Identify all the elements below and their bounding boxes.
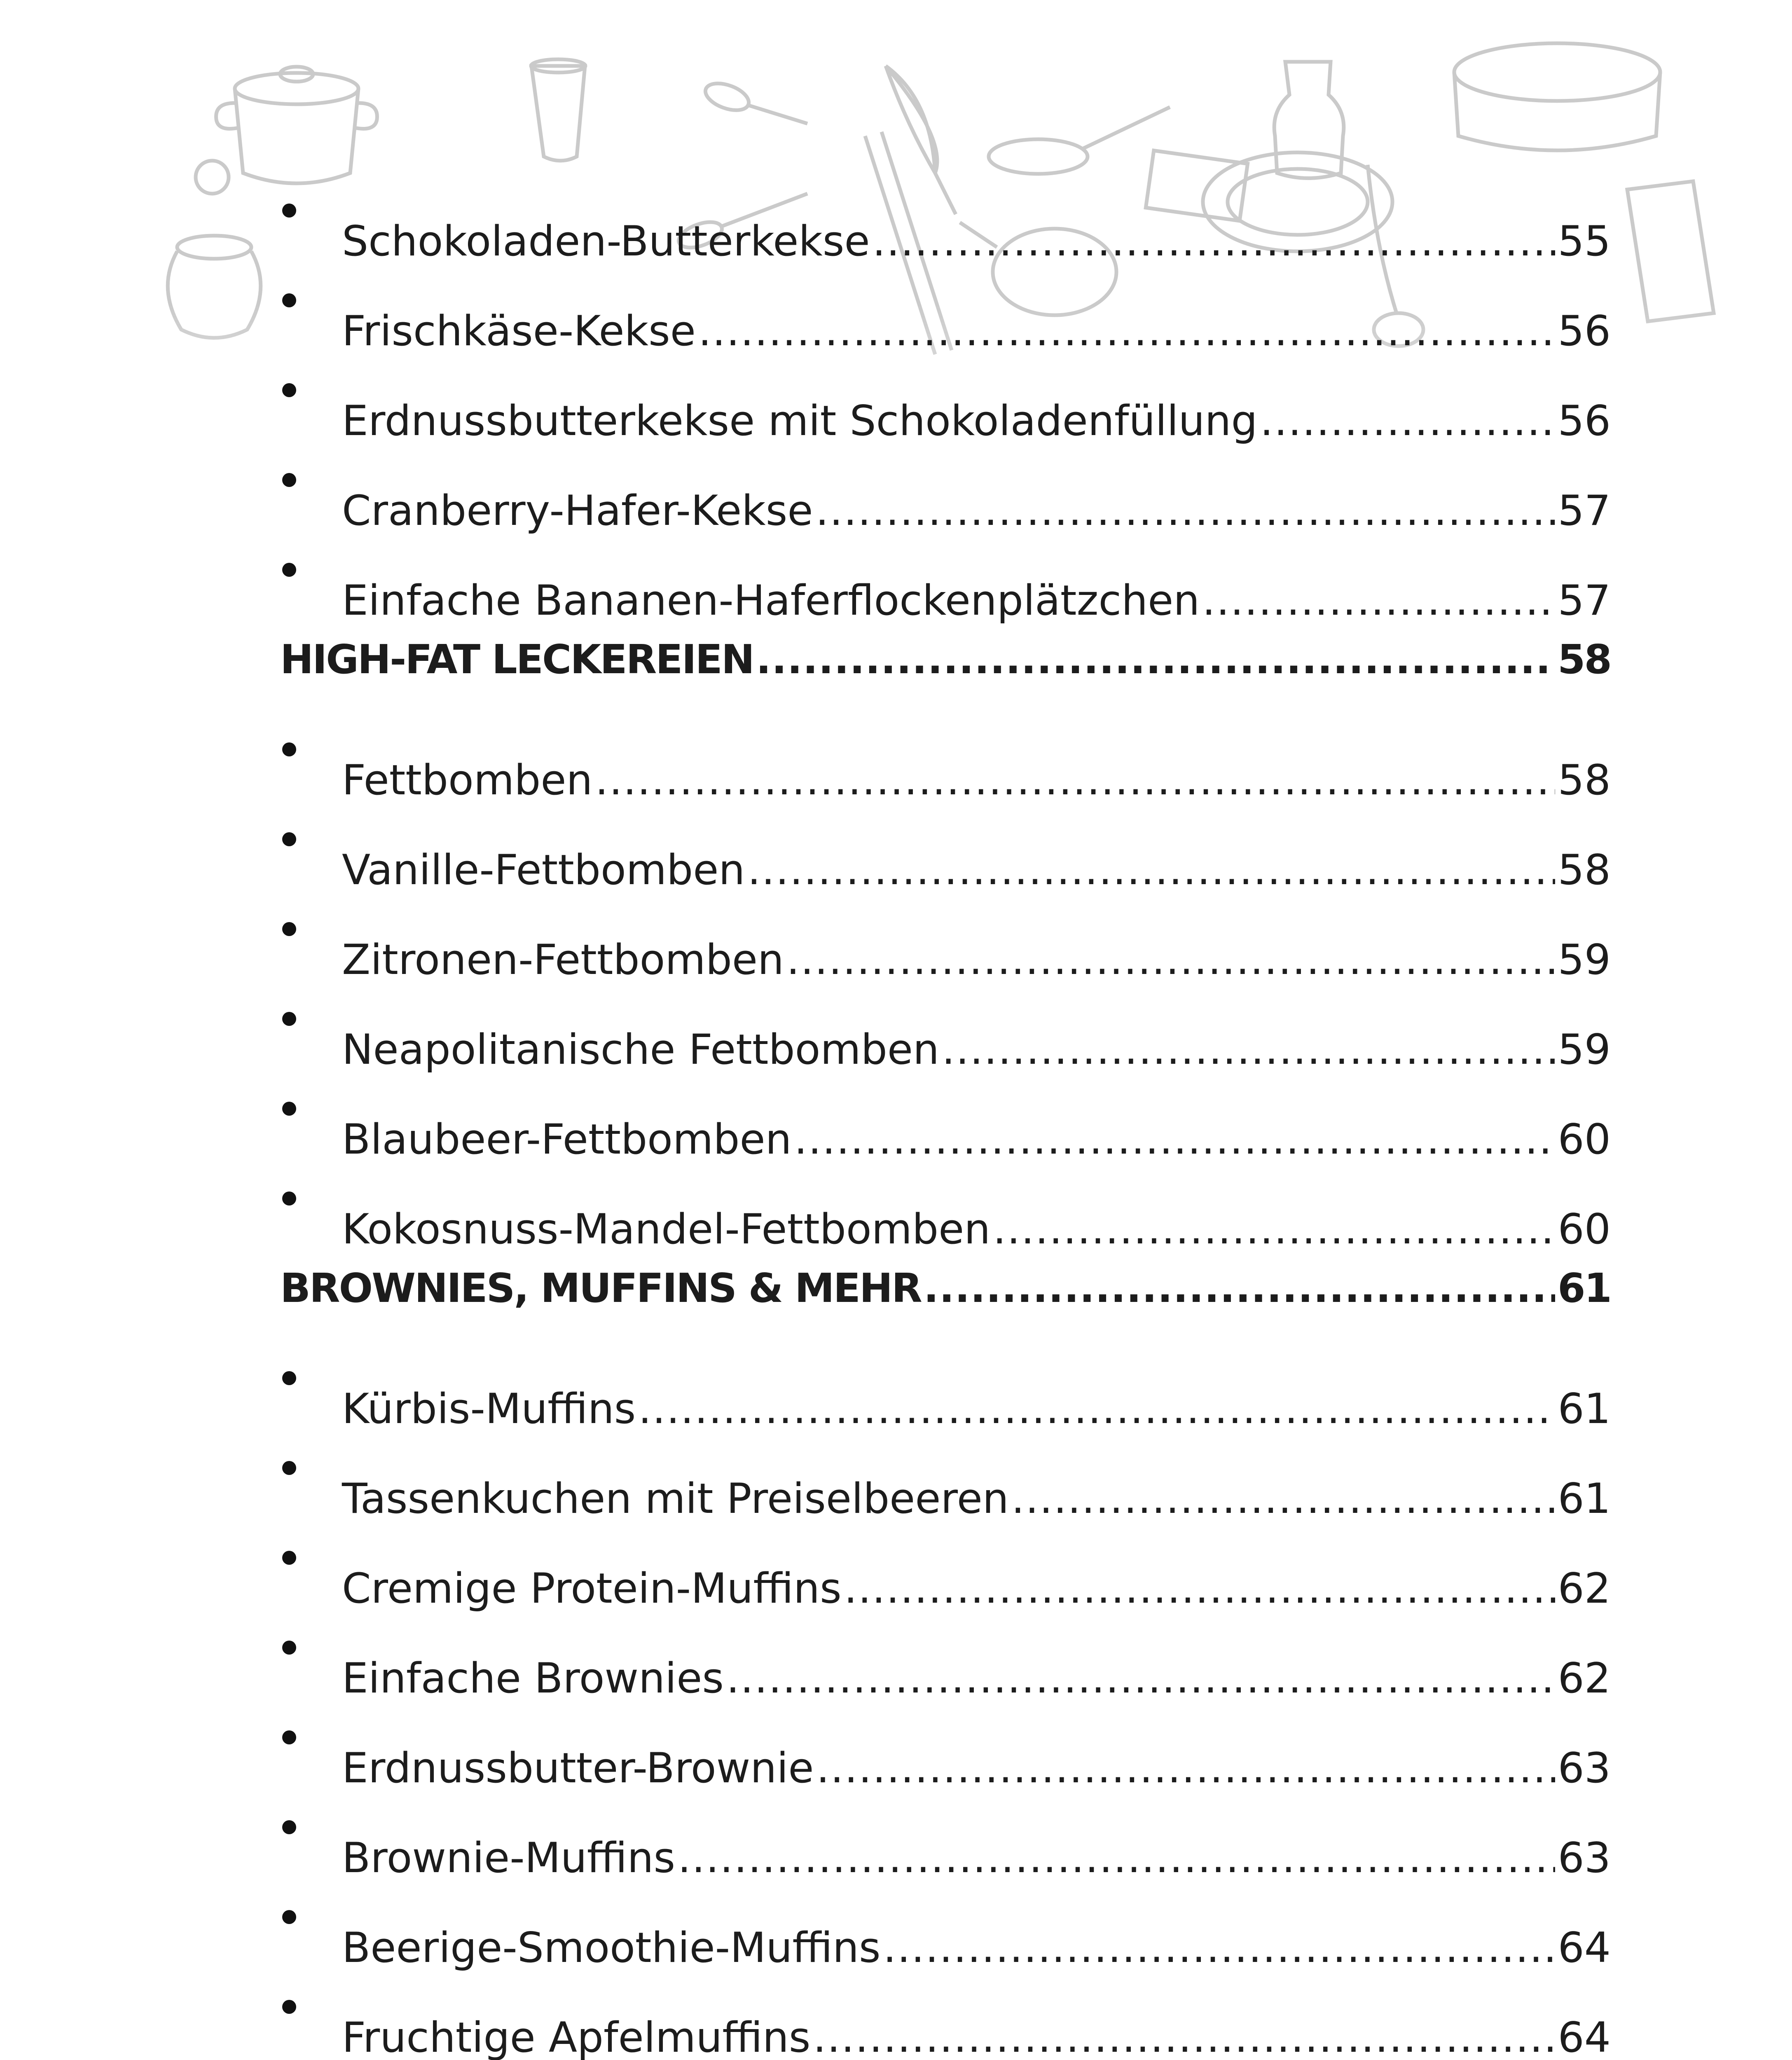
page-number: 58 (1558, 636, 1611, 683)
bullet-icon (280, 345, 342, 435)
entry-title: Kürbis-Muffins (342, 1384, 636, 1433)
bullet-icon (280, 974, 342, 1064)
page-number: 62 (1558, 1564, 1611, 1613)
entry-title: BROWNIES, MUFFINS & MEHR (280, 1265, 921, 1311)
toc-section-heading[interactable] (280, 615, 1611, 705)
page-number: 64 (1558, 2013, 1611, 2060)
toc-entry[interactable] (280, 166, 1611, 265)
bullet-icon (280, 166, 342, 255)
bullet-icon (280, 1782, 342, 1872)
entry-title: Einfache Bananen-Haferflockenplätzchen (342, 576, 1200, 625)
dot-leader (786, 915, 1555, 1004)
bullet-icon (280, 1423, 342, 1513)
entry-title: Beerige-Smoothie-Muffins (342, 1923, 881, 1972)
dot-leader (756, 615, 1555, 705)
page-number: 63 (1558, 1744, 1611, 1792)
table-of-contents (280, 166, 1611, 2060)
dot-leader (1260, 376, 1556, 466)
entry-title: Tassenkuchen mit Preiselbeeren (342, 1474, 1009, 1523)
bullet-icon (280, 1513, 342, 1603)
bullet-icon (280, 794, 342, 884)
bullet-icon (280, 1154, 342, 1243)
page-number: 61 (1558, 1474, 1611, 1523)
entry-title: Fruchtige Apfelmuffins (342, 2013, 811, 2060)
page-number: 63 (1558, 1833, 1611, 1882)
entry-title: Cremige Protein-Muffins (342, 1564, 842, 1613)
dot-leader (698, 286, 1556, 376)
page-number: 60 (1558, 1205, 1611, 1253)
dot-leader (595, 735, 1555, 825)
bullet-icon (280, 435, 342, 525)
bullet-icon (280, 525, 342, 615)
bullet-icon (280, 2052, 342, 2060)
toc-section-heading[interactable] (280, 1243, 1611, 1333)
bullet-icon (280, 255, 342, 345)
page-number: 62 (1558, 1654, 1611, 1702)
dot-leader (726, 1633, 1556, 1723)
dot-leader (924, 1243, 1555, 1333)
entry-title: Fettbomben (342, 756, 593, 804)
page-number: 59 (1558, 935, 1611, 984)
entry-title: Erdnussbutterkekse mit Schokoladenfüllung (342, 396, 1258, 445)
page-number: 59 (1558, 1025, 1611, 1074)
dot-leader (813, 1992, 1555, 2060)
page-number: 57 (1558, 486, 1611, 535)
dot-leader (942, 1004, 1555, 1094)
dot-leader (844, 1543, 1556, 1633)
toc-entry[interactable] (280, 705, 1611, 804)
dot-leader (678, 1813, 1555, 1903)
entry-title: Blaubeer-Fettbomben (342, 1115, 792, 1163)
bullet-icon (280, 1333, 342, 1423)
entry-title: Cranberry-Hafer-Kekse (342, 486, 813, 535)
entry-title: Erdnussbutter-Brownie (342, 1744, 814, 1792)
bullet-icon (280, 884, 342, 974)
dot-leader (1011, 1454, 1556, 1543)
page-number: 64 (1558, 1923, 1611, 1972)
entry-title: Frischkäse-Kekse (342, 307, 696, 355)
page-number: 61 (1558, 1384, 1611, 1433)
entry-title: Zitronen-Fettbomben (342, 935, 784, 984)
entry-title: Einfache Brownies (342, 1654, 724, 1702)
bullet-icon (280, 705, 342, 794)
page-number: 58 (1558, 845, 1611, 894)
dot-leader (816, 1723, 1556, 1813)
entry-title: Neapolitanische Fettbomben (342, 1025, 940, 1074)
page-number: 61 (1558, 1265, 1611, 1311)
page-number: 60 (1558, 1115, 1611, 1163)
dot-leader (747, 825, 1555, 915)
page-number: 58 (1558, 756, 1611, 804)
dot-leader (638, 1364, 1555, 1454)
dot-leader (816, 466, 1556, 555)
toc-entry[interactable] (280, 1333, 1611, 1433)
bullet-icon (280, 1872, 342, 1962)
page-number: 56 (1558, 307, 1611, 355)
page-number: 56 (1558, 396, 1611, 445)
bullet-icon (280, 1692, 342, 1782)
entry-title: Kokosnuss-Mandel-Fettbomben (342, 1205, 991, 1253)
entry-title: Schokoladen-Butterkekse (342, 217, 870, 265)
bullet-icon (280, 1962, 342, 2052)
page-number: 57 (1558, 576, 1611, 625)
entry-title: HIGH-FAT LECKEREIEN (280, 636, 754, 683)
dot-leader (883, 1903, 1556, 1992)
dot-leader (873, 196, 1556, 286)
entry-title: Brownie-Muffins (342, 1833, 676, 1882)
entry-title: Vanille-Fettbomben (342, 845, 745, 894)
page-number: 55 (1558, 217, 1611, 265)
bullet-icon (280, 1603, 342, 1692)
bullet-icon (280, 1064, 342, 1154)
dot-leader (794, 1094, 1556, 1184)
